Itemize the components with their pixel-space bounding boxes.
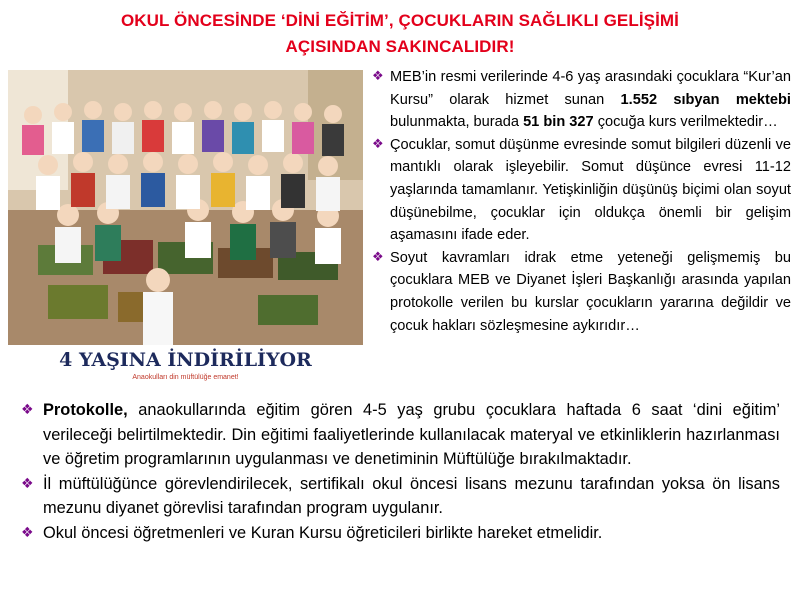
right-bullet-1-text-a: MEB’in resmi verilerinde 4-6 yaş arasındaki çocuklara “Kur’an Kursu” olarak hizmet sunan [390, 69, 791, 108]
bottom-bullet-1-text: anaokullarında eğitim gören 4-5 yaş grubu çocuklara haftada 6 saat ‘dini eğitim’ verileceği belirtilmektedir. Din eğitimi faaliyetlerinde kullanılacak materyal ve etkinliklerin hazırlanması ve öğretim programlarının uygulanması ve denetiminin Müftülüğe bırakılmaktadır. [43, 401, 780, 469]
bottom-bullet-2-text: İl müftülüğünce görevlendirilecek, sertifikalı okul öncesi lisans mezunu tarafından yoksa ön lisans mezunu diyanet görevlisi tarafından program uygulanır. [43, 474, 780, 518]
diamond-bullet-icon: ❖ [372, 249, 384, 265]
title-line-2: AÇISINDAN SAKINCALIDIR! [285, 37, 515, 56]
bottom-bullet-2 [18, 472, 780, 521]
right-bullet-1 [370, 66, 791, 134]
diamond-bullet-icon: ❖ [372, 69, 384, 84]
right-bullet-2-text: Çocuklar, somut düşünme evresinde somut bilgileri düzenli ve mantıklı olarak işleyebilir. Somut düşünce evresi 11-12 yaşlarında tamamlanır. Yetişkinliğin düşünüş biçimi olan soyut düşünebilme, çocuklar için oldukça önemli bir gelişim aşamasını ifade eder. [390, 136, 791, 244]
diamond-bullet-icon: ❖ [21, 402, 34, 418]
slide-title [20, 8, 780, 60]
right-bullet-2 [370, 134, 791, 247]
right-bullet-1-bold-a: 1.552 sıbyan mektebi [620, 91, 791, 108]
banner-headline: 4 YAŞINA İNDİRİLİYOR [59, 349, 312, 371]
right-bullet-1-bold-b: 51 bin 327 [523, 114, 594, 131]
diamond-bullet-icon: ❖ [21, 475, 34, 492]
right-bullet-3 [370, 247, 791, 337]
right-bullet-1-text-c: çocuğa kurs verilmektedir… [593, 114, 778, 131]
bottom-bullet-1-bold: Protokolle, [43, 401, 128, 419]
diamond-bullet-icon: ❖ [21, 524, 34, 541]
diamond-bullet-icon: ❖ [372, 136, 384, 152]
classroom-photo [8, 70, 363, 390]
bottom-bullet-list [18, 398, 780, 546]
bottom-bullet-3-text: Okul öncesi öğretmenleri ve Kuran Kursu öğreticileri birlikte hareket etmelidir. [43, 523, 603, 542]
title-line-1: OKUL ÖNCESİNDE ‘DİNİ EĞİTİM’, ÇOCUKLARIN SAĞLIKLI GELİŞİMİ [120, 11, 679, 30]
bottom-bullet-3 [18, 521, 780, 546]
bottom-bullet-1 [18, 398, 780, 472]
right-bullet-list [370, 66, 791, 337]
right-bullet-1-text-b: bulunmakta, burada [390, 114, 524, 131]
banner-subtext: Anaokulları din müftülüğe emanet! [132, 374, 239, 381]
right-bullet-3-text: Soyut kavramları idrak etme yeteneği gelişmemiş bu çocuklara MEB ve Diyanet İşleri Başkanlığı arasında yapılan protokolle verilen bu kurslar çocukların yararına değildir ve çocuk hakları sözleşmesine aykırıdır… [390, 249, 791, 334]
children-prayer-photo-illustration [8, 70, 363, 390]
photo-banner [8, 345, 363, 390]
